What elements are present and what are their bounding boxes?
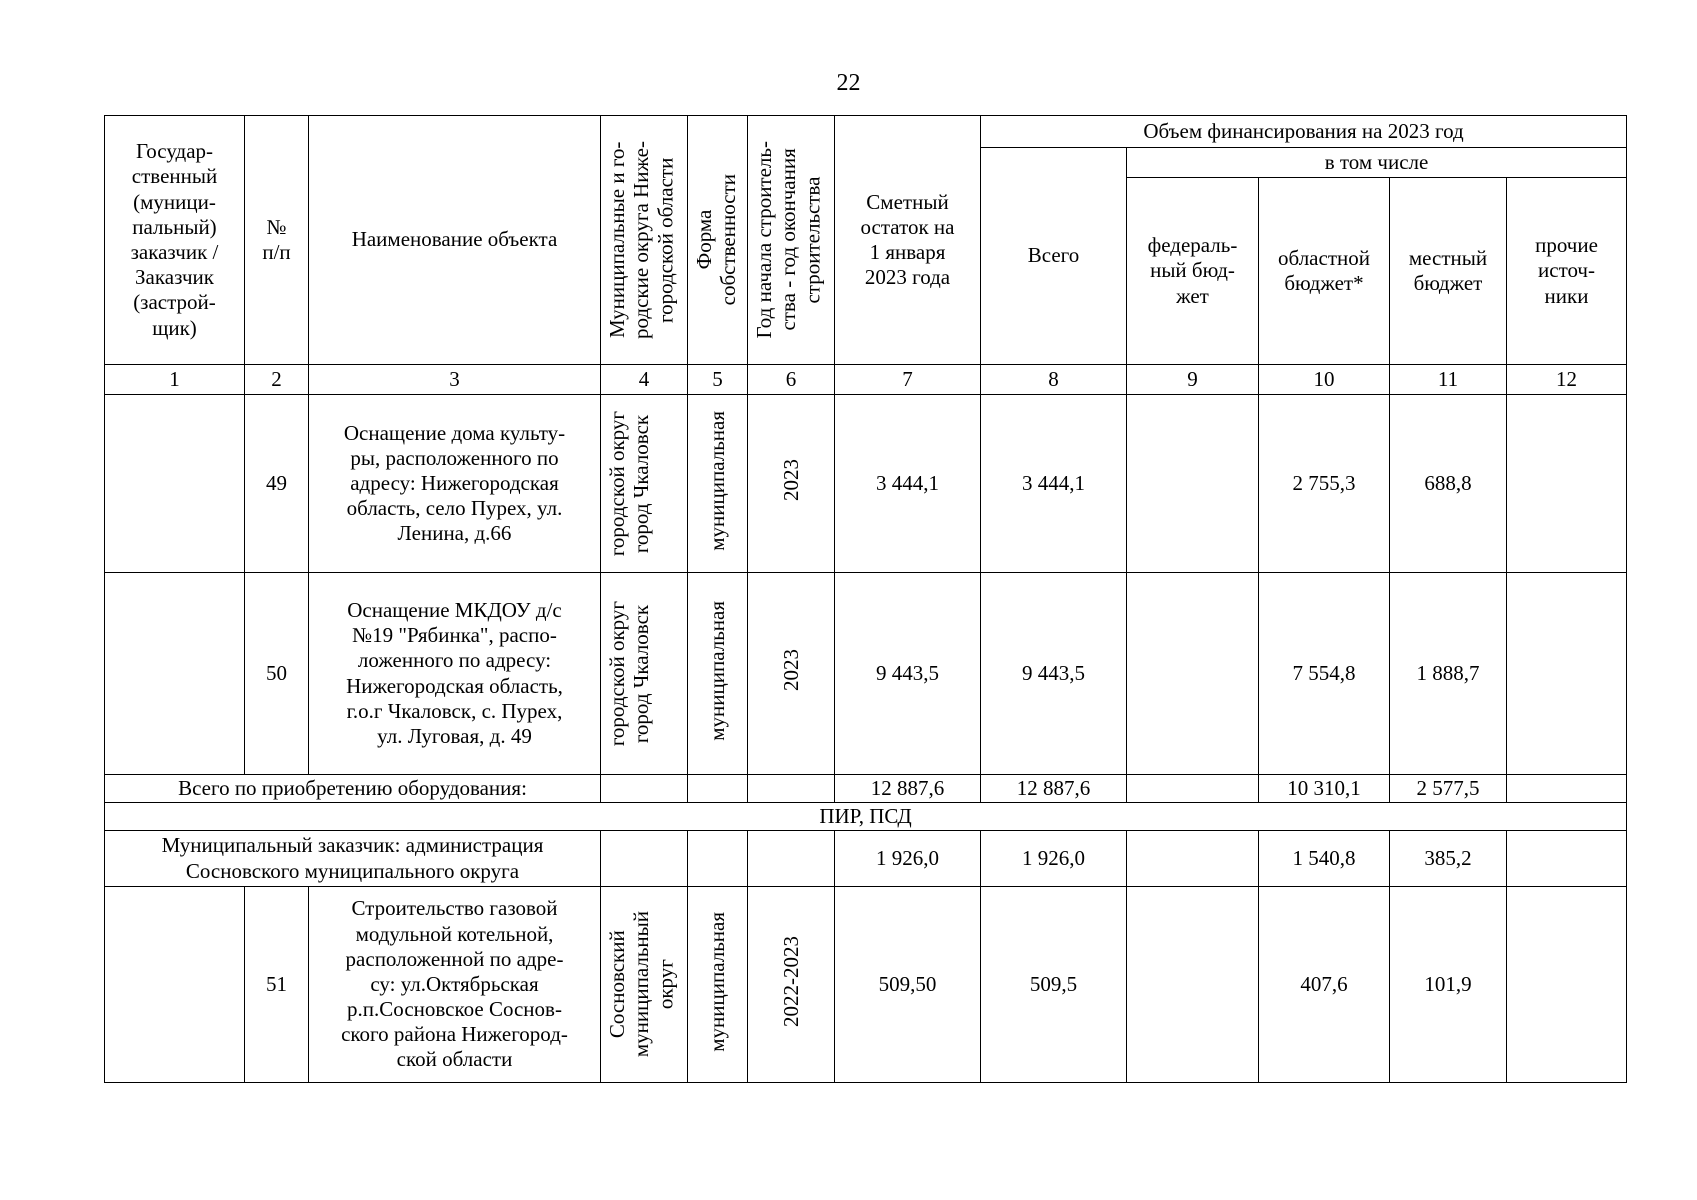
- header-years: Год начала строитель- ства - год окончания строительства: [748, 116, 835, 365]
- cell-municipality: городской округ город Чкаловск: [601, 573, 688, 775]
- cell-total: 509,5: [981, 887, 1127, 1083]
- page-number: 22: [836, 70, 861, 96]
- subtotal-other: [1507, 775, 1627, 803]
- cell-object-name: Строительство газовой модульной котельной, расположенной по адре- су: ул.Октябрьская р.п.Сосновское Соснов- ского района Нижегород- ской области: [309, 887, 601, 1083]
- cell-municipality: [601, 831, 688, 887]
- cell-remainder: 3 444,1: [835, 395, 981, 573]
- cell-regional: 2 755,3: [1259, 395, 1390, 573]
- cell-number: 50: [245, 573, 309, 775]
- cell-customer: [105, 573, 245, 775]
- cell-total: 3 444,1: [981, 395, 1127, 573]
- table-row: [105, 573, 1627, 775]
- cell-regional: 407,6: [1259, 887, 1390, 1083]
- cell-years: 2023: [748, 395, 835, 573]
- column-number: 6: [748, 365, 835, 395]
- header-customer: Государ- ственный (муници- пальный) заказчик / Заказчик (застрой- щик): [105, 116, 245, 365]
- cell-federal: [1127, 887, 1259, 1083]
- cell-object-name: Оснащение МКДОУ д/с №19 "Рябинка", распо- ложенного по адресу: Нижегородская область, г.о.г Чкаловск, с. Пурех, ул. Луговая, д. 49: [309, 573, 601, 775]
- cell-municipality: Сосновский муниципальный округ: [601, 887, 688, 1083]
- header-number: № п/п: [245, 116, 309, 365]
- header-total: Всего: [981, 148, 1127, 365]
- table-row: [105, 887, 1627, 1083]
- cell-municipality: [601, 775, 688, 803]
- header-ownership: Форма собственности: [688, 116, 748, 365]
- customer-label: Муниципальный заказчик: администрация Сосновского муниципального округа: [105, 831, 601, 887]
- cell-object-name: Оснащение дома культу- ры, расположенного по адресу: Нижегородская область, село Пурех, ул. Ленина, д.66: [309, 395, 601, 573]
- cell-ownership: [688, 775, 748, 803]
- cell-years: [748, 831, 835, 887]
- column-number: 10: [1259, 365, 1390, 395]
- cell-remainder: 9 443,5: [835, 573, 981, 775]
- header-including: в том числе: [1127, 148, 1627, 178]
- customer-local: 385,2: [1390, 831, 1507, 887]
- cell-ownership: [688, 831, 748, 887]
- section-title: ПИР, ПСД: [105, 803, 1627, 831]
- subtotal-regional: 10 310,1: [1259, 775, 1390, 803]
- column-number: 11: [1390, 365, 1507, 395]
- cell-local: 101,9: [1390, 887, 1507, 1083]
- header-funding: Объем финансирования на 2023 год: [981, 116, 1627, 148]
- cell-years: [748, 775, 835, 803]
- header-federal: федераль- ный бюд- жет: [1127, 178, 1259, 365]
- cell-municipality: городской округ город Чкаловск: [601, 395, 688, 573]
- column-number: 4: [601, 365, 688, 395]
- header-object-name: Наименование объекта: [309, 116, 601, 365]
- cell-ownership: муниципальная: [688, 887, 748, 1083]
- column-number: 3: [309, 365, 601, 395]
- cell-customer: [105, 887, 245, 1083]
- subtotal-federal: [1127, 775, 1259, 803]
- header-other: прочие источ- ники: [1507, 178, 1627, 365]
- column-number: 1: [105, 365, 245, 395]
- cell-remainder: 509,50: [835, 887, 981, 1083]
- subtotal-local: 2 577,5: [1390, 775, 1507, 803]
- cell-number: 51: [245, 887, 309, 1083]
- cell-other: [1507, 573, 1627, 775]
- cell-ownership: муниципальная: [688, 573, 748, 775]
- column-number: 2: [245, 365, 309, 395]
- customer-regional: 1 540,8: [1259, 831, 1390, 887]
- customer-remainder: 1 926,0: [835, 831, 981, 887]
- header-remainder: Сметный остаток на 1 января 2023 года: [835, 116, 981, 365]
- column-number: 5: [688, 365, 748, 395]
- column-numbers-row: [105, 365, 1627, 395]
- subtotal-row: [105, 775, 1627, 803]
- cell-other: [1507, 395, 1627, 573]
- column-number: 9: [1127, 365, 1259, 395]
- column-number: 8: [981, 365, 1127, 395]
- subtotal-label: Всего по приобретению оборудования:: [105, 775, 601, 803]
- column-number: 7: [835, 365, 981, 395]
- cell-years: 2022-2023: [748, 887, 835, 1083]
- cell-customer: [105, 395, 245, 573]
- cell-total: 9 443,5: [981, 573, 1127, 775]
- table-row: [105, 395, 1627, 573]
- customer-total: 1 926,0: [981, 831, 1127, 887]
- cell-ownership: муниципальная: [688, 395, 748, 573]
- customer-federal: [1127, 831, 1259, 887]
- section-row: [105, 803, 1627, 831]
- header-regional: областной бюджет*: [1259, 178, 1390, 365]
- cell-regional: 7 554,8: [1259, 573, 1390, 775]
- cell-federal: [1127, 395, 1259, 573]
- cell-years: 2023: [748, 573, 835, 775]
- subtotal-remainder: 12 887,6: [835, 775, 981, 803]
- header-local: местный бюджет: [1390, 178, 1507, 365]
- cell-federal: [1127, 573, 1259, 775]
- cell-other: [1507, 887, 1627, 1083]
- header-row-1: [105, 116, 1627, 148]
- financing-table: [104, 115, 1627, 1083]
- cell-local: 1 888,7: [1390, 573, 1507, 775]
- cell-local: 688,8: [1390, 395, 1507, 573]
- customer-other: [1507, 831, 1627, 887]
- column-number: 12: [1507, 365, 1627, 395]
- subtotal-total: 12 887,6: [981, 775, 1127, 803]
- cell-number: 49: [245, 395, 309, 573]
- header-municipality: Муниципальные и го- родские округа Ниже- городской области: [601, 116, 688, 365]
- customer-row: [105, 831, 1627, 887]
